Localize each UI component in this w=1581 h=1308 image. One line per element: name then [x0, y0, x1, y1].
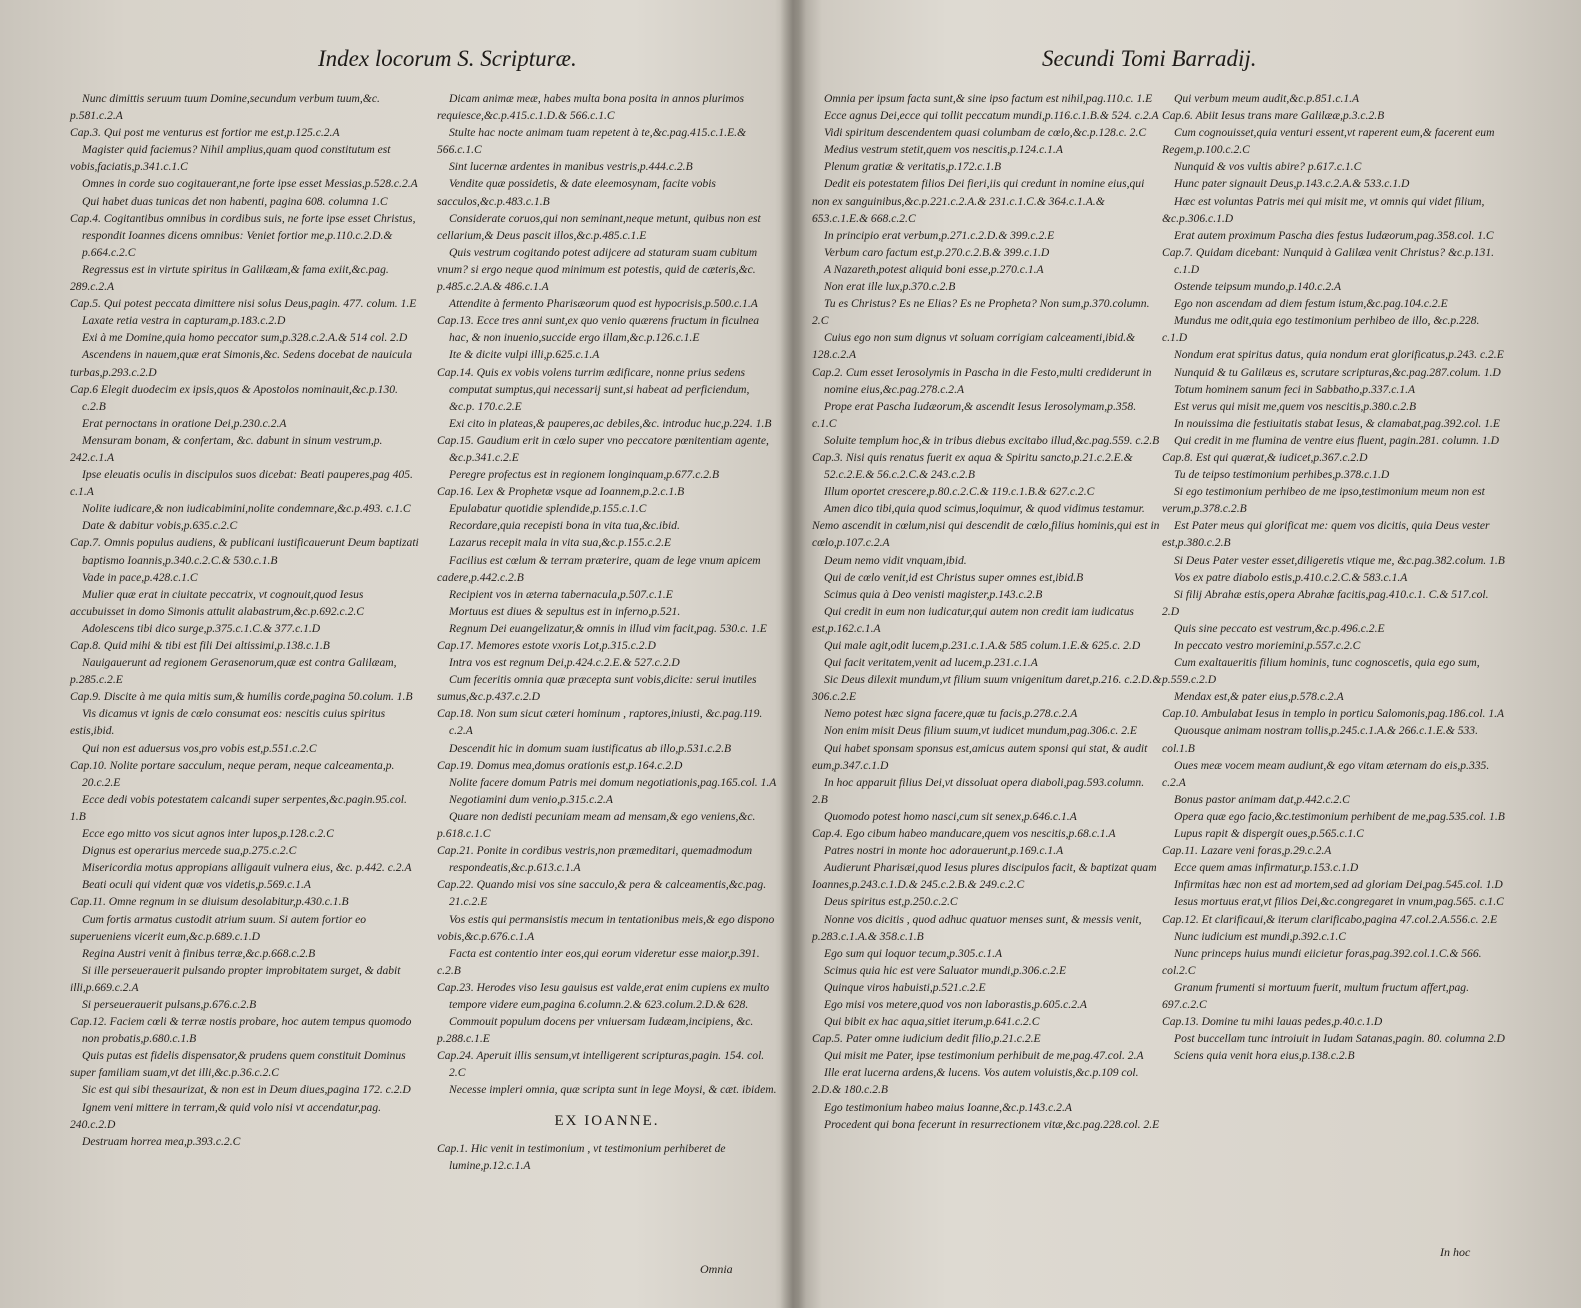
chapter-entry: Cap.2. Cum esset Ierosolymis in Pascha in die Festo,multi crediderunt in nomine eius,&c.pag.278.c.2.A	[812, 365, 1152, 396]
index-entry: Verbum caro factum est,p.270.c.2.B.& 399.c.1.D	[824, 245, 1050, 259]
index-entry: Scimus quia hic est vere Saluator mundi,p.306.c.2.E	[824, 963, 1067, 977]
index-entry: Ecce dedi vobis potestatem calcandi super serpentes,&c.pagin.95.col. 1.B	[70, 792, 407, 823]
index-entry: Erat pernoctans in oratione Dei,p.230.c.2.A	[82, 416, 287, 430]
index-entry: In nouissima die festiuitatis stabat Iesus, & clamabat,pag.392.col. 1.E	[1174, 416, 1500, 430]
left-column-2	[437, 90, 777, 1174]
chapter-entry: Cap.13. Ecce tres anni sunt,ex quo venio quærens fructum in ficulnea hac, & non inuenio,succide ergo illam,&c.p.126.c.1.E	[437, 314, 760, 345]
index-entry: Ecce ego mitto vos sicut agnos inter lupos,p.128.c.2.C	[82, 827, 334, 841]
index-entry: Omnia per ipsum facta sunt,& sine ipso factum est nihil,pag.110.c. 1.E	[824, 92, 1153, 105]
index-entry: Quousque animam nostram tollis,p.245.c.1.A.& 266.c.1.E.& 533. col.1.B	[1162, 724, 1479, 755]
chapter-entry: Cap.15. Gaudium erit in cœlo super vno peccatore pœnitentiam agente, &c.p.341.c.2.E	[437, 433, 769, 464]
index-entry: Mendax est,& pater eius,p.578.c.2.A	[1174, 690, 1344, 704]
index-entry: Quis vestrum cogitando potest adijcere ad staturam suam cubitum vnum? si ergo neque quod minimum est potestis, quid de cæteris,&c. p.485.c.2.A.& 486.c.1.A	[437, 245, 758, 294]
index-entry: Lazarus recepit mala in vita sua,&c.p.155.c.2.E	[449, 536, 672, 550]
index-entry: In peccato vestro moriemini,p.557.c.2.C	[1174, 639, 1361, 652]
chapter-entry: Cap.13. Domine tu mihi lauas pedes,p.40.c.1.D	[1162, 1015, 1383, 1029]
chapter-entry: Cap.7. Omnis populus audiens, & publicani iustificauerunt Deum baptizati baptismo Ioannis,p.340.c.2.C.& 530.c.1.B	[70, 536, 419, 567]
index-entry: Omnes in corde suo cogitauerant,ne forte ipse esset Messias,p.528.c.2.A	[82, 177, 418, 191]
chapter-entry: Cap.8. Est qui quærat,& iudicet,p.367.c.2.D	[1162, 450, 1368, 464]
index-entry: Ego misi vos metere,quod vos non laborastis,p.605.c.2.A	[824, 997, 1087, 1011]
chapter-entry: Cap.14. Quis ex vobis volens turrim ædificare, nonne prius sedens computat sumptus,qui necessarij sunt,si habeat ad perficiendum, &c.p. 170.c.2.E	[437, 365, 750, 413]
index-entry: Si ille perseuerauerit pulsando propter improbitatem surget, & dabit illi,p.669.c.2.A	[70, 963, 401, 994]
chapter-entry: Cap.5. Pater omne iudicium dedit filio,p.21.c.2.E	[812, 1032, 1041, 1046]
index-entry: Erat autem proximum Pascha dies festus Iudæorum,pag.358.col. 1.C	[1174, 228, 1494, 242]
index-entry: Mundus me odit,quia ego testimonium perhibeo de illo, &c.p.228. c.1.D	[1162, 314, 1480, 345]
chapter-entry: Cap.21. Ponite in cordibus vestris,non præmeditari, quemadmodum respondeatis,&c.p.613.c.1.A	[437, 844, 753, 875]
index-entry: Vidi spiritum descendentem quasi columbam de cœlo,&c.p.128.c. 2.C	[824, 126, 1147, 140]
index-entry: Patres nostri in monte hoc adorauerunt,p.169.c.1.A	[824, 844, 1064, 858]
index-entry: Nunc dimittis seruum tuum Domine,secundum verbum tuum,&c. p.581.c.2.A	[70, 92, 380, 123]
index-entry: Hunc pater signauit Deus,p.143.c.2.A.& 533.c.1.D	[1174, 177, 1410, 191]
index-entry: Nunc iudicium est mundi,p.392.c.1.C	[1174, 929, 1346, 943]
chapter-entry: Cap.12. Faciem cœli & terræ nostis probare, hoc autem tempus quomodo non probatis,p.680.c.1.B	[70, 1015, 412, 1046]
chapter-entry: Cap.12. Et clarificaui,& iterum clarificabo,pagina 47.col.2.A.556.c. 2.E	[1162, 912, 1498, 926]
index-entry: Est verus qui misit me,quem vos nescitis,p.380.c.2.B	[1174, 399, 1417, 413]
right-catchword: In hoc	[1440, 1245, 1471, 1259]
index-entry: Totum hominem sanum feci in Sabbatho,p.337.c.1.A	[1174, 382, 1416, 396]
index-entry: Medius vestrum stetit,quem vos nescitis,p.124.c.1.A	[824, 143, 1063, 157]
index-entry: Qui habet sponsam sponsus est,amicus autem sponsi qui stat, & audit eum,p.347.c.1.D	[812, 741, 1148, 772]
index-entry: Sciens quia venit hora eius,p.138.c.2.B	[1174, 1049, 1355, 1063]
index-entry: Dicam animæ meæ, habes multa bona posita in annos plurimos requiesce,&c.p.415.c.1.D.& 566.c.1.C	[437, 92, 745, 123]
index-entry: Lupus rapit & dispergit oues,p.565.c.1.C	[1174, 827, 1364, 841]
index-entry: Ille erat lucerna ardens,& lucens. Vos autem voluistis,&c.p.109 col. 2.D.& 180.c.2.B	[812, 1066, 1139, 1097]
index-entry: Facta est contentio inter eos,qui eorum videretur esse maior,p.391. c.2.B	[437, 946, 760, 977]
index-entry: Date & dabitur vobis,p.635.c.2.C	[82, 519, 238, 533]
index-entry: Si Deus Pater vester esset,diligeretis vtique me, &c.pag.382.colum. 1.B	[1174, 553, 1505, 567]
index-entry: Sint lucernæ ardentes in manibus vestris,p.444.c.2.B	[449, 160, 693, 174]
index-entry: Ostende teipsum mundo,p.140.c.2.A	[1174, 280, 1342, 294]
index-entry: Hæc est voluntas Patris mei qui misit me, vt omnis qui videt filium, &c.p.306.c.1.D	[1162, 194, 1485, 225]
index-entry: Cum cognouisset,quia venturi essent,vt raperent eum,& facerent eum Regem,p.100.c.2.C	[1162, 126, 1495, 157]
index-entry: Nunquid & tu Galilæus es, scrutare scripturas,&c.pag.287.colum. 1.D	[1174, 365, 1501, 379]
index-entry: Procedent qui bona fecerunt in resurrectionem vitæ,&c.pag.228.col. 2.E	[824, 1117, 1160, 1131]
chapter-entry: Cap.10. Ambulabat Iesus in templo in porticu Salomonis,pag.186.col. 1.A	[1162, 707, 1505, 721]
chapter-entry: Cap.3. Nisi quis renatus fuerit ex aqua & Spiritu sancto,p.21.c.2.E.& 52.c.2.E.& 56.c.2.C.& 243.c.2.B	[812, 450, 1133, 482]
index-entry: Ecce agnus Dei,ecce qui tollit peccatum mundi,p.116.c.1.B.& 524. c.2.A	[824, 109, 1159, 123]
index-entry: Magister quid faciemus? Nihil amplius,quam quod constitutum est vobis,faciatis,p.341.c.1.C	[70, 143, 391, 174]
chapter-entry: Cap.9. Discite à me quia mitis sum,& humilis corde,pagina 50.colum. 1.B	[70, 690, 413, 704]
index-entry: Misericordia motus appropians alligauit vulnera eius, &c. p.442. c.2.A	[82, 861, 412, 875]
index-entry: Nonne vos dicitis , quod adhuc quatuor menses sunt, & messis venit, p.283.c.1.A.& 358.c.1.B	[812, 912, 1142, 943]
index-entry: Qui facit veritatem,venit ad lucem,p.231.c.1.A	[824, 656, 1038, 670]
index-entry: Mensuram bonam, & confertam, &c. dabunt in sinum vestrum,p. 242.c.1.A	[70, 433, 383, 464]
index-entry: A Nazareth,potest aliquid boni esse,p.270.c.1.A	[824, 262, 1044, 276]
index-entry: Vis dicamus vt ignis de cœlo consumat eos: nescitis cuius spiritus estis,ibid.	[70, 707, 386, 738]
chapter-entry: Cap.4. Ego cibum habeo manducare,quem vos nescitis,p.68.c.1.A	[812, 827, 1116, 841]
index-entry: Qui misit me Pater, ipse testimonium perhibuit de me,pag.47.col. 2.A	[824, 1049, 1144, 1063]
left-running-head: Index locorum S. Scripturæ.	[318, 46, 577, 71]
index-entry: Si filij Abrahæ estis,opera Abrahæ facitis,pag.410.c.1. C.& 517.col. 2.D	[1162, 587, 1489, 618]
index-entry: Vos estis qui permansistis mecum in tentationibus meis,& ego dispono vobis,&c.p.676.c.1.A	[437, 912, 775, 943]
index-entry: Regina Austri venit à finibus terræ,&c.p.668.c.2.B	[82, 946, 316, 960]
chapter-entry: Cap.6 Elegit duodecim ex ipsis,quos & Apostolos nominauit,&c.p.130. c.2.B	[70, 382, 398, 413]
index-entry: Amen dico tibi,quia quod scimus,loquimur, & quod vidimus testamur. Nemo ascendit in cœlum,nisi qui descendit de cœlo,filius hominis,qui est in cœlo,p.107.c.2.A	[812, 502, 1160, 550]
right-column-1	[812, 90, 1162, 1133]
index-entry: Cum fortis armatus custodit atrium suum. Si autem fortior eo superueniens vicerit eum,&c.p.689.c.1.D	[70, 912, 367, 943]
index-entry: In hoc apparuit filius Dei,vt dissoluat opera diaboli,pag.593.column. 2.B	[812, 775, 1145, 806]
index-entry: Adolescens tibi dico surge,p.375.c.1.C.& 377.c.1.D	[82, 621, 321, 635]
index-entry: Cum exaltaueritis filium hominis, tunc cognoscetis, quia ego sum, p.559.c.2.D	[1162, 656, 1480, 687]
index-entry: Deus spiritus est,p.250.c.2.C	[824, 895, 958, 909]
index-entry: Infirmitas hæc non est ad mortem,sed ad gloriam Dei,pag.545.col. 1.D	[1174, 878, 1503, 892]
chapter-entry: Cap.16. Lex & Prophetæ vsque ad Ioannem,p.2.c.1.B	[437, 485, 685, 499]
index-entry: Qui credit in eum non iudicatur,qui autem non credit iam iudicatus est,p.162.c.1.A	[812, 604, 1134, 635]
chapter-entry: Cap.11. Omne regnum in se diuisum desolabitur,p.430.c.1.B	[70, 895, 349, 909]
index-entry: Quis putas est fidelis dispensator,& prudens quem constituit Dominus super familiam suam,vt det illi,&c.p.36.c.2.C	[70, 1049, 406, 1080]
index-entry: Vade in pace,p.428.c.1.C	[82, 570, 198, 584]
index-entry: Tu es Christus? Es ne Elias? Es ne Propheta? Non sum,p.370.column. 2.C	[812, 297, 1150, 328]
index-entry: Sic Deus dilexit mundum,vt filium suum vnigenitum daret,p.216. c.2.D.& 306.c.2.E	[812, 673, 1162, 704]
index-entry: Sic est qui sibi thesaurizat, & non est in Deum diues,pagina 172. c.2.D	[82, 1083, 411, 1097]
index-entry: Considerate coruos,qui non seminant,neque metunt, quibus non est cellarium,& Deus pascit illos,&c.p.485.c.1.E	[437, 211, 761, 242]
left-page	[0, 0, 790, 1308]
index-entry: Vos ex patre diabolo estis,p.410.c.2.C.& 583.c.1.A	[1174, 570, 1408, 584]
chapter-entry: Cap.19. Domus mea,domus orationis est,p.164.c.2.D	[437, 758, 683, 772]
index-entry: Qui non est aduersus vos,pro vobis est,p.551.c.2.C	[82, 741, 317, 755]
index-entry: Scimus quia à Deo venisti magister,p.143.c.2.B	[824, 587, 1043, 601]
index-entry: Est Pater meus qui glorificat me: quem vos dicitis, quia Deus vester est,p.380.c.2.B	[1162, 519, 1490, 550]
index-entry: Non erat ille lux,p.370.c.2.B	[824, 280, 956, 294]
index-entry: Nauigauerunt ad regionem Gerasenorum,quæ est contra Galilæam, p.285.c.2.E	[70, 656, 397, 687]
index-entry: Qui credit in me flumina de ventre eius fluent, pagin.281. column. 1.D	[1174, 433, 1499, 447]
index-entry: Ignem veni mittere in terram,& quid volo nisi vt accendatur,pag. 240.c.2.D	[70, 1100, 382, 1131]
index-entry: Qui bibit ex hac aqua,sitiet iterum,p.641.c.2.C	[824, 1015, 1040, 1029]
index-entry: Quinque viros habuisti,p.521.c.2.E	[824, 980, 986, 994]
chapter-entry: Cap.7. Quidam dicebant: Nunquid à Galilæa venit Christus? &c.p.131. c.1.D	[1162, 245, 1495, 276]
index-entry: Nunc princeps huius mundi eiicietur foras,pag.392.col.1.C.& 566. col.2.C	[1162, 946, 1482, 977]
index-entry: Si perseuerauerit pulsans,p.676.c.2.B	[82, 997, 257, 1011]
right-column-2	[1162, 90, 1507, 1064]
index-entry: Ego testimonium habeo maius Ioanne,&c.p.143.c.2.A	[824, 1100, 1072, 1114]
index-entry: Peregre profectus est in regionem longinquam,p.677.c.2.B	[449, 468, 720, 482]
index-entry: In principio erat verbum,p.271.c.2.D.& 399.c.2.E	[824, 228, 1055, 242]
chapter-entry: Cap.8. Quid mihi & tibi est fili Dei altissimi,p.138.c.1.B	[70, 639, 330, 652]
index-entry: Descendit hic in domum suam iustificatus ab illo,p.531.c.2.B	[449, 741, 732, 755]
index-entry: Regnum Dei euangelizatur,& omnis in illud vim facit,pag. 530.c. 1.E	[449, 621, 767, 635]
index-entry: Beati oculi qui vident quæ vos videtis,p.569.c.1.A	[82, 878, 311, 892]
index-entry: Ascendens in nauem,quæ erat Simonis,&c. Sedens docebat de nauicula turbas,p.293.c.2.D	[70, 348, 413, 379]
index-entry: Cuius ego non sum dignus vt soluam corrigiam calceamenti,ibid.& 128.c.2.A	[812, 331, 1136, 362]
chapter-entry: Cap.1. Hic venit in testimonium , vt testimonium perhiberet de lumine,p.12.c.1.A	[437, 1141, 726, 1172]
index-entry: Plenum gratiæ & veritatis,p.172.c.1.B	[824, 160, 1002, 174]
chapter-entry: Cap.11. Lazare veni foras,p.29.c.2.A	[1162, 844, 1332, 858]
index-entry: Nunquid & vos vultis abire? p.617.c.1.C	[1174, 160, 1362, 174]
index-entry: Qui verbum meum audit,&c.p.851.c.1.A	[1174, 92, 1360, 105]
index-entry: Recordare,quia recepisti bona in vita tua,&c.ibid.	[449, 519, 680, 533]
index-entry: Mulier quæ erat in ciuitate peccatrix, vt cognouit,quod Iesus accubuisset in domo Simonis attulit alabastrum,&c.p.692.c.2.C	[70, 587, 365, 618]
index-entry: Epulabatur quotidie splendide,p.155.c.1.C	[449, 502, 647, 516]
chapter-entry: Cap.3. Qui post me venturus est fortior me est,p.125.c.2.A	[70, 126, 340, 140]
index-entry: Qui habet duas tunicas det non habenti, pagina 608. columna 1.C	[82, 194, 388, 208]
index-entry: Exi à me Domine,quia homo peccator sum,p.328.c.2.A.& 514 col. 2.D	[82, 331, 408, 345]
section-heading: EX IOANNE.	[554, 1112, 660, 1129]
index-entry: Mortuus est diues & sepultus est in inferno,p.521.	[449, 604, 681, 618]
chapter-entry: Cap.22. Quando misi vos sine sacculo,& pera & calceamentis,&c.pag. 21.c.2.E	[437, 878, 767, 909]
index-entry: Attendite à fermento Pharisæorum quod est hypocrisis,p.500.c.1.A	[449, 297, 758, 311]
index-entry: Cum feceritis omnia quæ præcepta sunt vobis,dicite: serui inutiles sumus,&c.p.437.c.2.D	[437, 673, 757, 704]
index-entry: Quomodo potest homo nasci,cum sit senex,p.646.c.1.A	[824, 809, 1077, 823]
index-entry: Destruam horrea mea,p.393.c.2.C	[82, 1134, 241, 1148]
index-entry: Nolite facere domum Patris mei domum negotiationis,pag.165.col. 1.A	[449, 775, 777, 789]
index-entry: Dedit eis potestatem filios Dei fieri,iis qui credunt in nomine eius,qui non ex sanguinibus,&c.p.221.c.2.A.& 231.c.1.C.& 364.c.1.A.& 653.c.1.E.& 668.c.2.C	[812, 177, 1145, 225]
index-entry: Laxate retia vestra in capturam,p.183.c.2.D	[82, 314, 286, 328]
index-entry: Audierunt Pharisæi,quod Iesus plures discipulos facit, & baptizat quam Ioannes,p.243.c.1.D.& 245.c.2.B.& 249.c.2.C	[812, 861, 1157, 892]
chapter-entry: Cap.18. Non sum sicut cæteri hominum , raptores,iniusti, &c.pag.119. c.2.A	[437, 707, 763, 738]
index-entry: Qui de cœlo venit,id est Christus super omnes est,ibid.B	[824, 570, 1084, 584]
chapter-entry: Cap.10. Nolite portare sacculum, neque peram, neque calceamenta,p. 20.c.2.E	[70, 758, 395, 789]
index-entry: Qui male agit,odit lucem,p.231.c.1.A.& 585 colum.1.E.& 625.c. 2.D	[824, 639, 1141, 652]
index-entry: Non enim misit Deus filium suum,vt iudicet mundum,pag.306.c. 2.E	[824, 724, 1138, 738]
index-entry: Commouit populum docens per vniuersam Iudæam,incipiens, &c. p.288.c.1.E	[437, 1015, 754, 1046]
index-entry: Recipient vos in æterna tabernacula,p.507.c.1.E	[449, 587, 673, 601]
index-entry: Ite & dicite vulpi illi,p.625.c.1.A	[449, 348, 600, 362]
index-entry: Ipse eleuatis oculis in discipulos suos dicebat: Beati pauperes,pag 405. c.1.A	[70, 468, 413, 499]
index-entry: Iesus mortuus erat,vt filios Dei,&c.congregaret in vnum,pag.565. c.1.C	[1174, 895, 1504, 909]
index-entry: Stulte hac nocte animam tuam repetent à te,&c.pag.415.c.1.E.& 566.c.1.C	[437, 126, 747, 157]
index-entry: Ecce quem amas infirmatur,p.153.c.1.D	[1174, 861, 1359, 875]
index-entry: Intra vos est regnum Dei,p.424.c.2.E.& 527.c.2.D	[449, 656, 680, 670]
right-running-head: Secundi Tomi Barradij.	[1042, 46, 1257, 71]
index-entry: Oues meæ vocem meam audiunt,& ego vitam æternam do eis,p.335. c.2.A	[1162, 758, 1490, 789]
chapter-entry: Cap.24. Aperuit illis sensum,vt intelligerent scripturas,pagin. 154. col. 2.C	[437, 1049, 765, 1080]
index-entry: Tu de teipso testimonium perhibes,p.378.c.1.D	[1174, 468, 1390, 482]
index-entry: Quis sine peccato est vestrum,&c.p.496.c.2.E	[1174, 621, 1385, 635]
left-catchword: Omnia	[700, 1262, 733, 1276]
index-entry: Si ego testimonium perhibeo de me ipso,testimonium meum non est verum,p.378.c.2.B	[1162, 485, 1485, 516]
chapter-entry: Cap.17. Memores estote vxoris Lot,p.315.c.2.D	[437, 639, 656, 652]
index-entry: Bonus pastor animam dat,p.442.c.2.C	[1174, 792, 1350, 806]
index-entry: Exi cito in plateas,& pauperes,ac debiles,&c. introduc huc,p.224. 1.B	[449, 416, 772, 430]
right-page	[792, 0, 1581, 1308]
chapter-entry: Cap.23. Herodes viso Iesu gauisus est valde,erat enim cupiens ex multo tempore videre eum,pagina 6.column.2.& 623.colum.2.D.& 628.	[437, 980, 770, 1011]
index-entry: Soluite templum hoc,& in tribus diebus excitabo illud,&c.pag.559. c.2.B	[824, 433, 1160, 447]
index-entry: Regressus est in virtute spiritus in Galilæam,& fama exiit,&c.pag. 289.c.2.A	[70, 262, 389, 294]
index-entry: Vendite quæ possidetis, & date eleemosynam, facite vobis sacculos,&c.p.483.c.1.B	[437, 177, 716, 208]
index-entry: Nemo potest hæc signa facere,quæ tu facis,p.278.c.2.A	[824, 707, 1078, 721]
index-entry: Granum frumenti si mortuum fuerit, multum fructum affert,pag. 697.c.2.C	[1162, 980, 1469, 1011]
chapter-entry: Cap.4. Cogitantibus omnibus in cordibus suis, ne forte ipse esset Christus, respondit Ioannes dicens omnibus: Veniet fortior me,p.110.c.2.D.& p.664.c.2.C	[70, 211, 416, 259]
index-entry: Facilius est cœlum & terram præterire, quam de lege vnum apicem cadere,p.442.c.2.B	[437, 553, 761, 584]
index-entry: Dignus est operarius mercede sua,p.275.c.2.C	[82, 844, 297, 858]
chapter-entry: Cap.5. Qui potest peccata dimittere nisi solus Deus,pagin. 477. colum. 1.E	[70, 297, 417, 311]
index-entry: Opera quæ ego facio,&c.testimonium perhibent de me,pag.535.col. 1.B	[1174, 809, 1505, 823]
index-entry: Necesse impleri omnia, quæ scripta sunt in lege Moysi, & cæt. ibidem.	[449, 1083, 777, 1097]
index-entry: Post buccellam tunc introiuit in Iudam Satanas,pagin. 80. columna 2.D	[1174, 1032, 1505, 1046]
index-entry: Nondum erat spiritus datus, quia nondum erat glorificatus,p.243. c.2.E	[1174, 348, 1504, 362]
index-entry: Quare non dedisti pecuniam meam ad mensam,& ego veniens,&c. p.618.c.1.C	[437, 809, 756, 841]
index-entry: Prope erat Pascha Iudæorum,& ascendit Iesus Ierosolymam,p.358. c.1.C	[812, 399, 1137, 430]
index-entry: Ego non ascendam ad diem festum istum,&c.pag.104.c.2.E	[1174, 297, 1448, 311]
index-entry: Nolite iudicare,& non iudicabimini,nolite condemnare,&c.p.493. c.1.C	[82, 502, 411, 516]
index-entry: Ego sum qui loquor tecum,p.305.c.1.A	[824, 946, 1003, 960]
index-entry: Illum oportet crescere,p.80.c.2.C.& 119.c.1.B.& 627.c.2.C	[824, 485, 1095, 499]
left-column-1	[70, 90, 420, 1150]
index-entry: Deum nemo vidit vnquam,ibid.	[824, 553, 967, 567]
index-entry: Negotiamini dum venio,p.315.c.2.A	[449, 792, 613, 806]
chapter-entry: Cap.6. Abiit Iesus trans mare Galilææ,p.3.c.2.B	[1162, 109, 1385, 123]
